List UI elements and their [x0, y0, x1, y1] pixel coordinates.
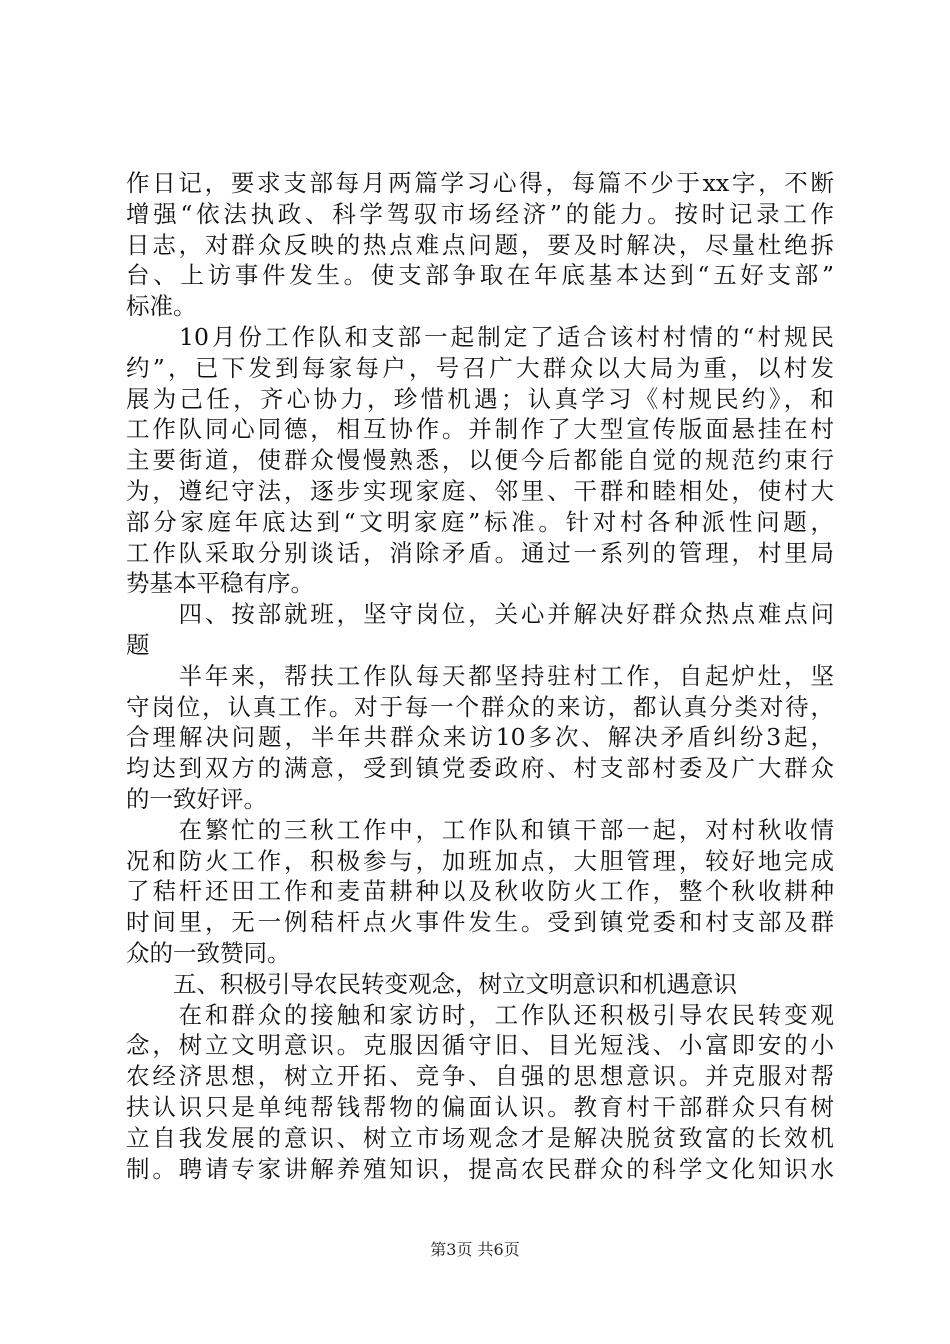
text-line: 部分家庭年底达到“文明家庭”标准。针对村各种派性问题， [126, 507, 834, 536]
text-line: 的一致好评。 [126, 784, 267, 813]
section-heading: 题 [126, 630, 150, 659]
text-line: 作日记，要求支部每月两篇学习心得，每篇不少于xx字，不断 [126, 169, 834, 197]
text-line: 在和群众的接触和家访时，工作队还积极引导农民转变观 [126, 1000, 834, 1029]
text-line: 势基本平稳有序。 [126, 569, 314, 598]
text-line: 为，遵纪守法，逐步实现家庭、邻里、干群和睦相处，使村大 [126, 476, 834, 505]
section-heading: 四、按部就班，坚守岗位，关心并解决好群众热点难点问 [126, 600, 834, 629]
text-line: 10月份工作队和支部一起制定了适合该村村情的“村规民 [126, 322, 834, 351]
text-line: 标准。 [126, 292, 197, 321]
text-line: 合理解决问题，半年共群众来访10多次、解决矛盾纠纷3起， [126, 723, 834, 752]
text-line: 工作队同心同德，相互协作。并制作了大型宣传版面悬挂在村 [126, 415, 834, 444]
text-line: 台、上访事件发生。使支部争取在年底基本达到“五好支部” [126, 261, 834, 290]
text-line: 制。聘请专家讲解养殖知识，提高农民群众的科学文化知识水 [126, 1154, 834, 1183]
section-heading: 五、积极引导农民转变观念，树立文明意识和机遇意识 [126, 969, 737, 998]
text-line: 工作队采取分别谈话，消除矛盾。通过一系列的管理，村里局 [126, 538, 834, 567]
text-line: 立自我发展的意识、树立市场观念才是解决脱贫致富的长效机 [126, 1123, 834, 1152]
text-line: 了秸杆还田工作和麦苗耕种以及秋收防火工作，整个秋收耕种 [126, 877, 834, 906]
text-line: 况和防火工作，积极参与，加班加点，大胆管理，较好地完成 [126, 846, 834, 875]
text-line: 展为己任，齐心协力，珍惜机遇；认真学习《村规民约》，和 [126, 384, 834, 413]
text-line: 均达到双方的满意，受到镇党委政府、村支部村委及广大群众 [126, 754, 834, 783]
text-line: 时间里，无一例秸杆点火事件发生。受到镇党委和村支部及群 [126, 908, 834, 937]
text-line: 半年来，帮扶工作队每天都坚持驻村工作，自起炉灶，坚 [126, 661, 834, 690]
text-line: 扶认识只是单纯帮钱帮物的偏面认识。教育村干部群众只有树 [126, 1092, 834, 1121]
text-line: 增强“依法执政、科学驾驭市场经济”的能力。按时记录工作 [126, 199, 834, 228]
page-footer: 第3页 共6页 [430, 1240, 520, 1259]
text-line: 念，树立文明意识。克服因循守旧、目光短浅、小富即安的小 [126, 1031, 834, 1060]
text-line: 众的一致赞同。 [126, 938, 291, 967]
text-line: 日志，对群众反映的热点难点问题，要及时解决，尽量杜绝拆 [126, 230, 834, 259]
text-line: 约”，已下发到每家每户，号召广大群众以大局为重，以村发 [126, 353, 834, 382]
text-line: 在繁忙的三秋工作中，工作队和镇干部一起，对村秋收情 [126, 815, 834, 844]
text-line: 主要街道，使群众慢慢熟悉，以便今后都能自觉的规范约束行 [126, 446, 834, 475]
document-body [126, 168, 834, 1184]
text-line: 守岗位，认真工作。对于每一个群众的来访，都认真分类对待， [126, 692, 834, 721]
text-line: 农经济思想，树立开拓、竞争、自强的思想意识。并克服对帮 [126, 1062, 834, 1091]
